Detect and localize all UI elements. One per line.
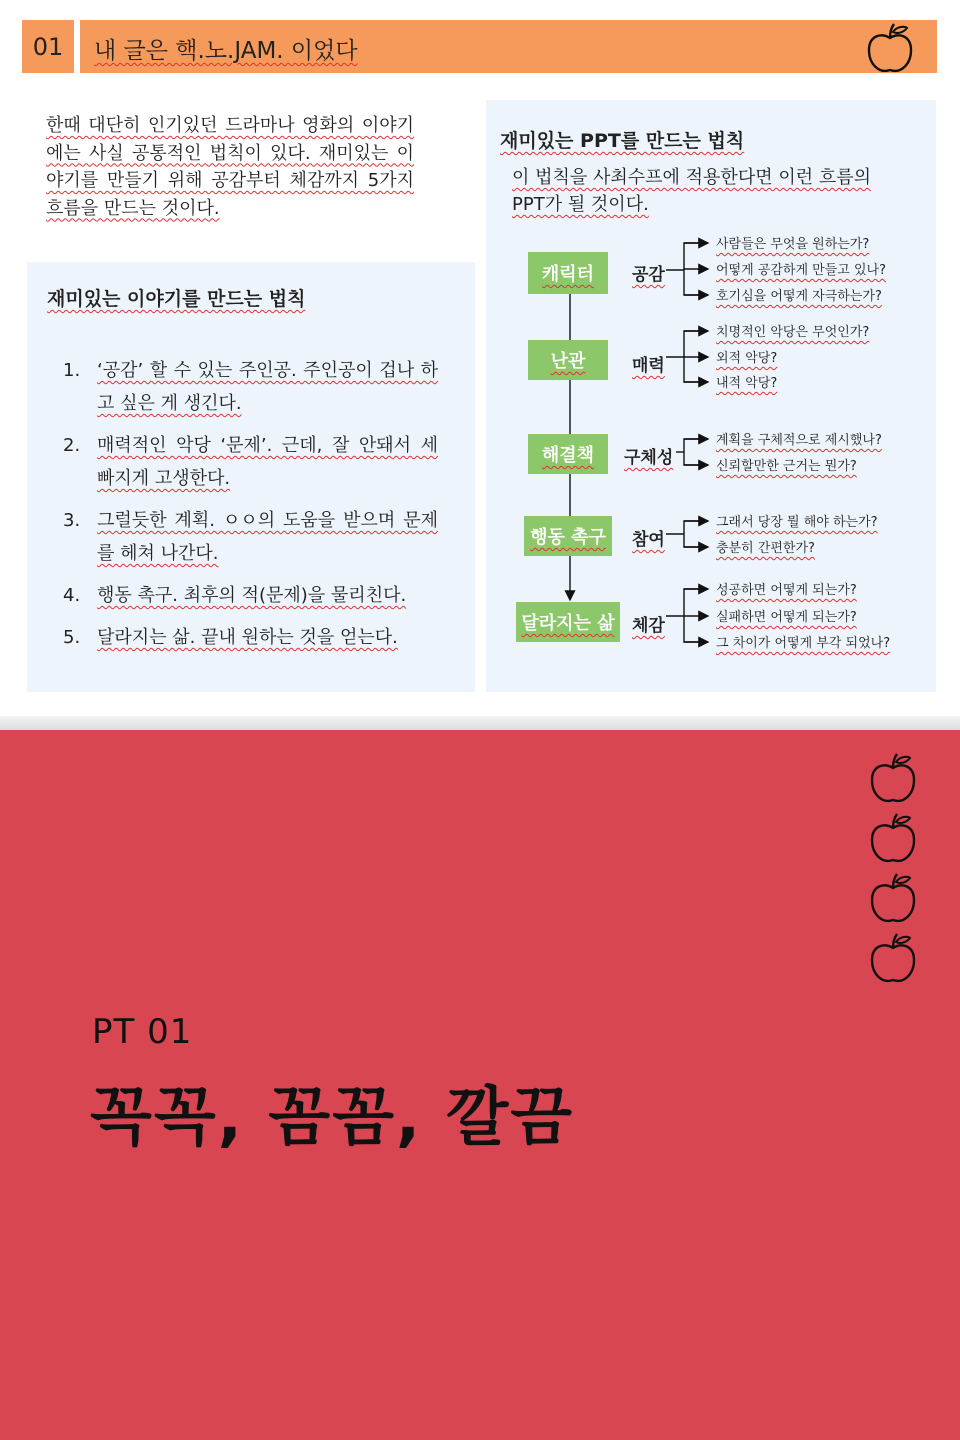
section-number-badge: [22, 20, 74, 73]
list-number: 3.: [63, 510, 81, 531]
stage-question: 그 차이가 어떻게 부각 되었나?: [716, 636, 891, 651]
list-item: [63, 354, 438, 420]
stage-keyword: 구체성: [624, 448, 674, 468]
stage-question: 실패하면 어떻게 되는가?: [716, 610, 857, 625]
intro-text: 한때 대단히 인기있던 드라마나 영화의 이야기에는 사실 공통적인 법칙이 있다. 재미있는 이야기를 만들기 위해 공감부터 체감까지 5가지 흐름을 만드는 것이다.: [46, 115, 414, 219]
stage-box: [528, 340, 608, 380]
list-item: [63, 504, 438, 570]
intro-paragraph: [46, 112, 414, 222]
header-bar: [80, 20, 937, 73]
ppt-rules-title: 재미있는 PPT를 만드는 법칙: [500, 130, 745, 152]
stage-box: [524, 516, 612, 556]
stage-box: [516, 602, 620, 642]
section-cover: [0, 730, 960, 1440]
page-divider: [0, 716, 960, 730]
stage-question: 사람들은 무엇을 원하는가?: [716, 237, 870, 252]
apple-icon: [863, 20, 917, 76]
list-number: 2.: [63, 435, 81, 456]
apple-icon: [866, 870, 920, 928]
stage-question: 신뢰할만한 근거는 뭔가?: [716, 459, 857, 474]
story-rules-panel: [27, 262, 475, 692]
stage-question: 치명적인 악당은 무엇인가?: [716, 325, 870, 340]
apple-icon: [866, 750, 920, 808]
apple-stack: [866, 750, 920, 988]
stage-question: 그래서 당장 뭘 해야 하는가?: [716, 515, 878, 530]
stage-keyword: 체감: [632, 616, 665, 636]
stage-question: 호기심을 어떻게 자극하는가?: [716, 289, 882, 304]
list-item: [63, 621, 438, 654]
section-label: PT 01: [92, 1012, 193, 1052]
list-number: 4.: [63, 585, 81, 606]
stage-question: 성공하면 어떻게 되는가?: [716, 583, 857, 598]
list-number: 1.: [63, 360, 81, 381]
list-text: 그럴듯한 계획. ㅇㅇ의 도움을 받으며 문제를 헤쳐 나간다.: [97, 510, 438, 564]
stage-keyword: 공감: [632, 265, 665, 285]
section-title: 꼭꼭, 꼼꼼, 깔끔: [90, 1081, 575, 1155]
stage-question: 어떻게 공감하게 만들고 있나?: [716, 263, 886, 278]
list-item: [63, 429, 438, 495]
stage-label: 달라지는 삶: [521, 613, 615, 634]
stage-keyword: 매력: [632, 356, 665, 376]
apple-icon: [866, 810, 920, 868]
ppt-rules-panel: [486, 100, 936, 692]
stage-question: 외적 악당?: [716, 351, 778, 366]
stage-box: [528, 252, 608, 294]
stage-keyword: 참여: [632, 530, 665, 550]
list-text: 행동 촉구. 최후의 적(문제)을 물리친다.: [97, 585, 407, 606]
list-text: 매력적인 악당 ‘문제’. 근데, 잘 안돼서 세 빠지게 고생한다.: [97, 435, 438, 489]
header-title: 내 글은 핵.노.JAM. 이었다: [94, 38, 358, 64]
stage-label: 행동 촉구: [530, 527, 606, 548]
stage-label: 난관: [550, 351, 586, 372]
stage-question: 내적 악당?: [716, 376, 778, 391]
list-text: 달라지는 삶. 끝내 원하는 것을 얻는다.: [97, 627, 398, 648]
stage-box: [528, 434, 608, 474]
stage-question: 계획을 구체적으로 제시했나?: [716, 433, 882, 448]
stage-question: 충분히 간편한가?: [716, 541, 815, 556]
story-rules-list: [63, 354, 438, 663]
stage-label: 캐릭터: [541, 264, 595, 285]
apple-icon: [866, 930, 920, 988]
list-number: 5.: [63, 627, 81, 648]
list-text: ‘공감’ 할 수 있는 주인공. 주인공이 겁나 하고 싶은 게 생긴다.: [97, 360, 438, 414]
story-rules-title: 재미있는 이야기를 만드는 법칙: [47, 288, 306, 310]
section-number: 01: [32, 32, 64, 61]
stage-label: 해결책: [541, 445, 595, 466]
list-item: [63, 579, 438, 612]
ppt-rules-description: 이 법칙을 사최수프에 적용한다면 이런 흐름의 PPT가 될 것이다.: [512, 167, 871, 215]
